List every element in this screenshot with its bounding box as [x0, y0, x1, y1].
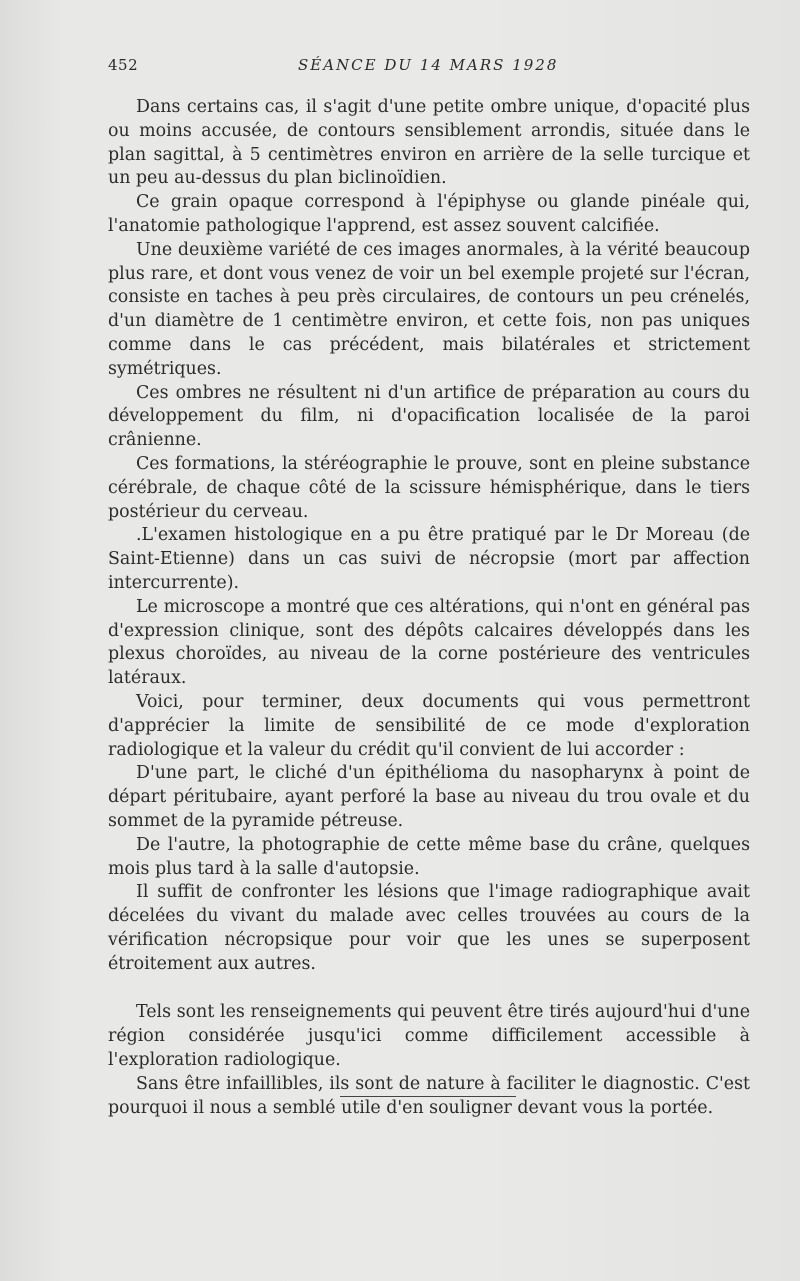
- paragraph: Ces formations, la stéréographie le prouve, sont en pleine substance cérébrale, de chaque côté de la scissure hémisphérique, dans le tiers postérieur du cerveau.: [108, 453, 750, 522]
- paragraph: Le microscope a montré que ces altérations, qui n'ont en général pas d'expression clinique, sont des dépôts calcaires développés dans les plexus choroïdes, au niveau de la corne postérieure des ventricules latéraux.: [108, 596, 750, 689]
- closing-rule: [340, 1096, 516, 1097]
- paragraph: Dans certains cas, il s'agit d'une petite ombre unique, d'opacité plus ou moins accusée, de contours sensiblement arrondis, située dans le plan sagittal, à 5 centimètres environ en arrière de la selle turcique et un peu au-dessus du plan biclinoïdien.: [108, 97, 750, 189]
- paragraph: D'une part, le cliché d'un épithélioma du nasopharynx à point de départ péritubaire, ayant perforé la base au niveau du trou ovale et du sommet de la pyramide pétreuse.: [108, 763, 750, 831]
- paragraph: Sans être infaillibles, ils sont de nature à faciliter le diagnostic. C'est pourquoi il nous a semblé utile d'en souligner devant vous la portée.: [108, 1073, 750, 1118]
- paragraph: Ces ombres ne résultent ni d'un artifice de préparation au cours du développement du film, ni d'opacification localisée de la paroi crânienne.: [108, 382, 750, 451]
- paragraph: .L'examen histologique en a pu être pratiqué par le Dr Moreau (de Saint-Etienne) dans un cas suivi de nécropsie (mort par affection intercurrente).: [108, 525, 750, 593]
- body-text: [108, 96, 750, 1120]
- page-number: 452: [108, 56, 139, 74]
- paragraph: Une deuxième variété de ces images anormales, à la vérité beaucoup plus rare, et dont vous venez de voir un bel exemple projeté sur l'écran, consiste en taches à peu près circulaires, de contours un peu crénelés, d'un diamètre de 1 centimètre environ, et cette fois, non pas uniques comme dans le cas précédent, mais bilatérales et strictement symétriques.: [108, 239, 750, 379]
- paragraph: Tels sont les renseignements qui peuvent être tirés aujourd'hui d'une région considérée jusqu'ici comme difficilement accessible à l'exploration radiologique.: [108, 1002, 750, 1071]
- paragraph: Il suffit de confronter les lésions que l'image radiographique avait décelées du vivant du malade avec celles trouvées au cours de la vérification nécropsique pour voir que les unes se superposent étroitement aux autres.: [108, 882, 750, 974]
- paragraph: Voici, pour terminer, deux documents qui vous permettront d'apprécier la limite de sensibilité de ce mode d'exploration radiologique et la valeur du crédit qu'il convient de lui accorder :: [108, 691, 750, 760]
- running-title: SÉANCE DU 14 MARS 1928: [298, 56, 559, 74]
- paragraph: Ce grain opaque correspond à l'épiphyse ou glande pinéale qui, l'anatomie pathologique l'apprend, est assez souvent calcifiée.: [108, 192, 750, 236]
- page-header: [108, 56, 748, 76]
- paragraph: De l'autre, la photographie de cette même base du crâne, quelques mois plus tard à la salle d'autopsie.: [108, 834, 750, 879]
